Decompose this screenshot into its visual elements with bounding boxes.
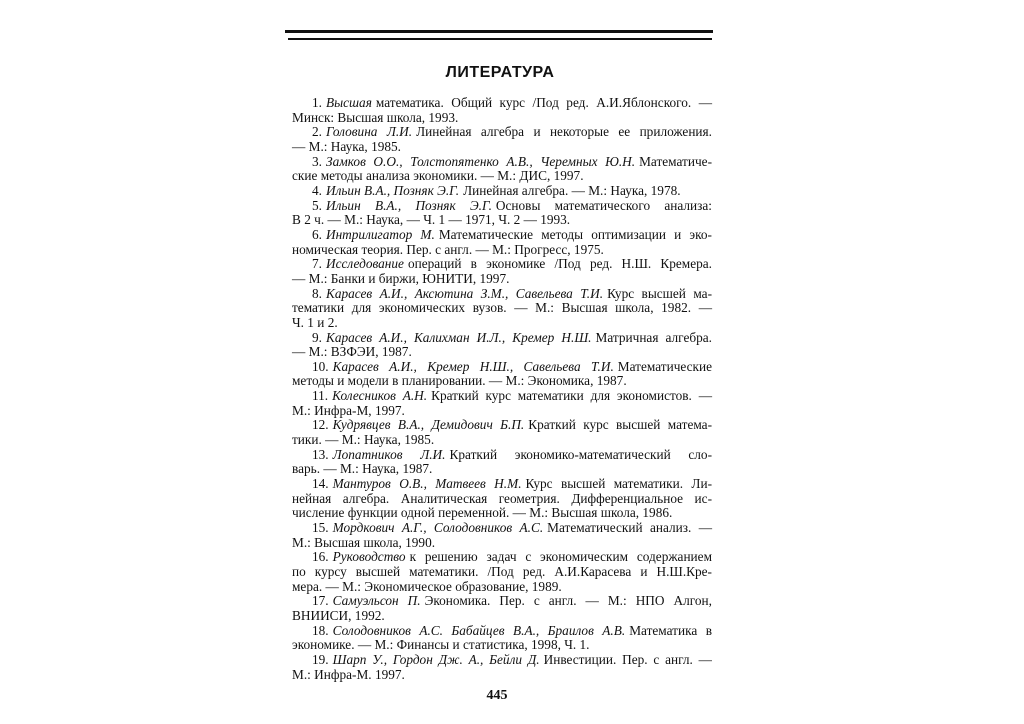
reference-text: операций в экономике /Под ред. Н.Ш. Кремера. [407, 256, 712, 272]
reference-entry [292, 199, 712, 228]
reference-text: Математика в [629, 622, 713, 638]
reference-entry [292, 389, 712, 418]
reference-entry [292, 228, 712, 257]
page-title [0, 64, 1024, 82]
reference-line [292, 418, 712, 433]
reference-text: Ч. 1 и 2. [292, 314, 338, 330]
reference-author: Лопатников Л.И. [332, 446, 446, 462]
reference-line [292, 169, 712, 184]
page-number-text: 445 [486, 688, 508, 703]
header-rule-bottom [288, 38, 712, 40]
reference-entry [292, 418, 712, 447]
reference-text: мера. — М.: Экономическое образование, 1989. [292, 578, 562, 594]
reference-number: 3. [312, 153, 322, 169]
reference-entry [292, 184, 712, 199]
reference-text: Математический анализ. — [547, 520, 712, 536]
reference-line [292, 184, 712, 199]
reference-author: Головина Л.И. [325, 124, 413, 140]
reference-author: Руководство [332, 549, 406, 565]
reference-list [292, 96, 712, 682]
reference-number: 16. [312, 549, 329, 565]
reference-line [292, 653, 712, 668]
reference-line [292, 389, 712, 404]
reference-entry [292, 653, 712, 682]
reference-text: Курс высшей ма- [607, 285, 712, 301]
reference-author: Самуэльсон П. [332, 593, 421, 609]
reference-line [292, 550, 712, 565]
reference-line [292, 199, 712, 214]
reference-line [292, 462, 712, 477]
reference-number: 9. [312, 329, 322, 345]
reference-number: 4. [312, 182, 322, 198]
reference-line [292, 96, 712, 111]
reference-author: Высшая [325, 95, 372, 110]
reference-line [292, 668, 712, 683]
reference-line [292, 580, 712, 595]
reference-line [292, 213, 712, 228]
reference-text: математика. Общий курс /Под ред. А.И.Яблонского. — [375, 95, 712, 110]
reference-text: Краткий курс высшей матема- [528, 417, 712, 433]
reference-text: к решению задач с экономическим содержанием [409, 549, 712, 565]
reference-number: 10. [312, 358, 329, 374]
reference-number: 15. [312, 520, 329, 536]
reference-line [292, 243, 712, 258]
reference-author: Исследование [325, 256, 404, 272]
reference-line [292, 257, 712, 272]
reference-text: нейная алгебра. Аналитическая геометрия. Дифференциальное ис- [292, 490, 712, 506]
reference-text: номическая теория. Пер. с англ. — М.: Прогресс, 1975. [292, 241, 604, 257]
reference-entry [292, 125, 712, 154]
reference-author: Колесников А.Н. [332, 388, 428, 404]
reference-line [292, 433, 712, 448]
reference-text: — М.: Банки и биржи, ЮНИТИ, 1997. [292, 270, 510, 286]
reference-line [292, 331, 712, 346]
reference-text: по курсу высшей математики. /Под ред. А.И.Карасева и Н.Ш.Кре- [292, 564, 712, 579]
reference-number: 13. [312, 446, 329, 462]
reference-text: Минск: Высшая школа, 1993. [292, 109, 459, 125]
reference-entry [292, 550, 712, 594]
reference-entry [292, 624, 712, 653]
reference-author: Карасев А.И., Аксютина З.М., Савельева Т.И. [325, 285, 604, 301]
reference-line [292, 404, 712, 419]
reference-text: ские методы анализа экономики. — М.: ДИС, 1997. [292, 168, 584, 184]
reference-line [292, 272, 712, 287]
reference-line [292, 477, 712, 492]
reference-number: 19. [312, 651, 329, 667]
reference-entry [292, 594, 712, 623]
reference-line [292, 301, 712, 316]
reference-author: Замков О.О., Толстопятенко А.В., Черемных Ю.Н. [325, 153, 636, 169]
reference-author: Ильин В.А., Позняк Э.Г. [325, 182, 460, 198]
reference-text: тики. — М.: Наука, 1985. [292, 432, 435, 448]
reference-entry [292, 287, 712, 331]
reference-line [292, 521, 712, 536]
reference-text: Математические [617, 358, 712, 374]
reference-author: Карасев А.И., Калихман И.Л., Кремер Н.Ш. [325, 329, 592, 345]
reference-text: В 2 ч. — М.: Наука, — Ч. 1 — 1971, Ч. 2 — 1993. [292, 212, 571, 228]
reference-text: М.: Инфра-М. 1997. [292, 666, 405, 682]
reference-number: 8. [312, 285, 322, 301]
reference-text: тематики для экономических вузов. — М.: Высшая школа, 1982. — [292, 300, 712, 316]
reference-number: 1. [312, 95, 322, 110]
reference-text: Инвестиции. Пер. с англ. — [543, 651, 712, 667]
reference-author: Мордкович А.Г., Солодовников А.С. [332, 520, 544, 536]
reference-author: Ильин В.А., Позняк Э.Г. [325, 197, 492, 213]
reference-text: экономике. — М.: Финансы и статистика, 1998, Ч. 1. [292, 637, 590, 653]
reference-author: Мантуров О.В., Матвеев Н.М. [332, 476, 522, 492]
reference-number: 11. [312, 388, 329, 404]
reference-entry [292, 477, 712, 521]
reference-text: числение функции одной переменной. — М.: Высшая школа, 1986. [292, 505, 673, 521]
reference-text: Краткий курс математики для экономистов. — [431, 388, 712, 404]
header-rule-top [285, 30, 713, 33]
reference-entry [292, 96, 712, 125]
reference-entry [292, 155, 712, 184]
reference-line [292, 111, 712, 126]
reference-author: Солодовников А.С. Бабайцев В.А., Браилов А.В. [332, 622, 626, 638]
reference-text: М.: Высшая школа, 1990. [292, 534, 436, 550]
reference-text: варь. — М.: Наука, 1987. [292, 461, 433, 477]
reference-text: Математические методы оптимизации и эко- [438, 226, 712, 242]
reference-text: Матричная алгебра. [595, 329, 712, 345]
reference-entry [292, 257, 712, 286]
reference-entry [292, 360, 712, 389]
reference-text: — М.: Наука, 1985. [292, 138, 401, 154]
reference-line [292, 609, 712, 624]
reference-number: 12. [312, 417, 329, 433]
reference-text: ВНИИСИ, 1992. [292, 607, 385, 623]
reference-line [292, 565, 712, 580]
reference-text: — М.: ВЗФЭИ, 1987. [292, 344, 412, 360]
reference-entry [292, 448, 712, 477]
reference-author: Шарп У., Гордон Дж. А., Бейли Д. [332, 651, 540, 667]
reference-number: 14. [312, 476, 329, 492]
reference-text: Основы математического анализа: [495, 197, 712, 213]
reference-line [292, 374, 712, 389]
reference-number: 2. [312, 124, 322, 140]
reference-line [292, 360, 712, 375]
reference-text: М.: Инфра-М, 1997. [292, 402, 405, 418]
reference-line [292, 638, 712, 653]
reference-author: Интрилигатор М. [325, 226, 435, 242]
reference-line [292, 448, 712, 463]
reference-number: 17. [312, 593, 329, 609]
page-number [0, 688, 1024, 704]
reference-line [292, 594, 712, 609]
reference-line [292, 125, 712, 140]
reference-author: Кудрявцев В.А., Демидович Б.П. [332, 417, 525, 433]
reference-text: Экономика. Пер. с англ. — М.: НПО Алгон, [424, 593, 712, 609]
reference-entry [292, 521, 712, 550]
reference-line [292, 345, 712, 360]
reference-line [292, 506, 712, 521]
reference-text: Математиче- [639, 153, 712, 169]
reference-author: Карасев А.И., Кремер Н.Ш., Савельева Т.И. [332, 358, 614, 374]
reference-number: 7. [312, 256, 322, 272]
reference-number: 6. [312, 226, 322, 242]
reference-entry [292, 331, 712, 360]
reference-number: 18. [312, 622, 329, 638]
reference-text: Линейная алгебра и некоторые ее приложения. [416, 124, 712, 140]
reference-line [292, 492, 712, 507]
reference-line [292, 624, 712, 639]
reference-line [292, 536, 712, 551]
reference-text: Краткий экономико-математический сло- [449, 446, 712, 462]
reference-line [292, 316, 712, 331]
reference-text: методы и модели в планировании. — М.: Экономика, 1987. [292, 373, 627, 389]
reference-number: 5. [312, 197, 322, 213]
reference-line [292, 155, 712, 170]
reference-line [292, 140, 712, 155]
page-title-text: ЛИТЕРАТУРА [445, 64, 555, 81]
reference-line [292, 287, 712, 302]
reference-text: Курс высшей математики. Ли- [525, 476, 712, 492]
reference-line [292, 228, 712, 243]
reference-text: Линейная алгебра. — М.: Наука, 1978. [463, 182, 681, 198]
